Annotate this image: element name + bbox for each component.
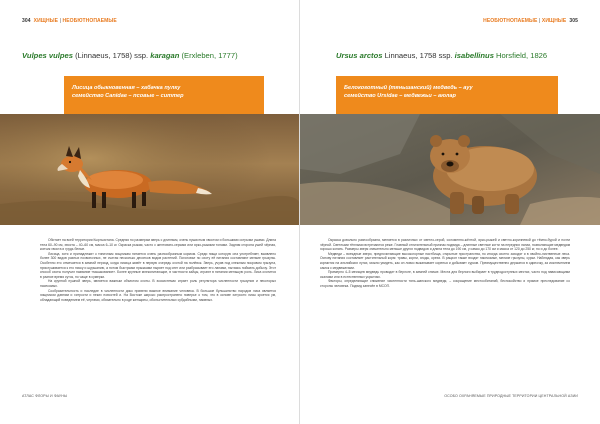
right-title-genus: Ursus arctos [336,51,383,60]
right-body-p3: Примерно 4–5 месяцев медведь проводит в берлоге, в зимней спячке. Места для берлоги выбирает в труднодоступных местах, часто под нависающими скалами или в естественных укрытиях. [320,270,570,279]
left-caption-box [64,76,264,114]
left-section: ХИЩНЫЕ [33,18,59,24]
left-page-number: 304 [22,18,31,24]
left-body-p4: Сообразительность и наследие в численности дико привели важное внимание человека. В большое бульшинство народов лиса является хищником давним и хитрости и неких новостей и. На Востоке широко распространено поверье о том, что в основе хитрости лисы кроется ум, обладающий поведением её, чертами, обязательно в роде женщины, обольстительных субдобными, наивных. [40,288,276,302]
right-caption-line1: Белокоготный (тяньшанский) медведь – ayy [344,85,473,91]
right-species-title [336,51,547,60]
left-section-en: НЕОБЮТНОПАЕМЫЕ [62,18,117,24]
left-title-author: (Linnaeus, 1758) ssp. [75,51,149,60]
right-body-p2: Медведи – всеядные звери, предпочитающие высокогорные пастбища, открытые пространства, но иногда охотно заходят и в хвойно-лиственные леса. Основу питания составляет растительный корм: травы, корни, ягоды, орехи. В рацион также входят насекомые, мелкие грызуны, сурки. Наблюдая, как зверь кормится на альпийских лугах, можно увидеть, как он ловко выкапывает коренья и добывает сурков. Преимущественно держатся в одиночку, за исключением самок с медвежатами. [320,251,570,270]
right-section-sep: | [538,18,541,24]
right-running-head [483,18,578,24]
right-body-p4: Факторы, определяющие снижение численности тянь-шанского медведя, – сокращение местообитаний, беспокойство и прямое преследование со стороны человека. Подвид занесён в МСОП. [320,279,570,288]
fox-photo [0,114,300,225]
bear-image [300,114,600,225]
left-body-p2: Лисица, хотя и принадлежит к типичным хищникам питается очень разнообразным кормом. Среди пищи которую она употребляет, выявлено более 300 видов разных позвоночных, не считая несколько десятков видов растений. Поголовье по охоту её питания составляют мелкие грызуны. Особенно это отмечается в зимний период, когда лисица живёт в первую очередь охотой на полёвок. Зверь, учуяв под снежным покровом грызуна, прислушивается к его писку и шуршанию, а потом быстрыми прыжками ныряет под снег или разбрасывает его лапами, пытаясь поймать добычу. Этот способ охоты получил название «мышкование». Более крупные млекопитающие, в частности зайцы, играют в питании меньшую роль. Лиса охотится в разное время суток, но чаще в сумерки. [40,251,276,279]
left-body-p1: Обитает на всей территории Кыргызстана. Средняя по размерам зверь с длинным, очень пушистым хвостом и большими острыми ушами. Длина тела 60–90 см, хвоста – 40–60 см, масса 6–10 кг. Окраска рыжая, часто с желтовато-серыми или ярко-рыжими тонами. Задняя сторона ушей чёрная, кончик хвоста и грудь белые. [40,238,276,252]
left-body-text [40,238,276,302]
left-title-subauthor: (Erxleben, 1777) [181,51,238,60]
right-caption-line2: семейство Ursidae – медвежьи – аюлар [344,93,456,99]
right-body-p1: Окраска довольно разнообразна, меняется в различных от светло-серой, соломенно-жёлтой, ярко-рыжей и светло-коричневой до тёмно-бурой и почти чёрной. Светлыми тёплыми встречаются реже. Главный отличительный признак подвида – длинные светлые когти на передних лапах, позволяющие медведям хорошо копать. Размеры зверя значительно меньше других подвидов и длина тела до 190 см, у самок до 170 см и масса от 120 до 250 кг, но и до более. [320,238,570,252]
left-species-title [22,51,238,60]
right-body-text [320,238,570,289]
left-caption-line1: Лисица обыкновенная – хабачка пулку [72,85,181,91]
right-title-subauthor: Horsfield, 1826 [496,51,548,60]
right-page [300,0,600,424]
right-section-en: ХИЩНЫЕ [541,18,567,24]
left-title-subspecies: karagan [150,51,180,60]
right-title-author: Linnaeus, 1758 ssp. [384,51,453,60]
left-caption-line2: семейство Canidae – псовые – ситтер [72,93,184,99]
right-section: НЕОБЮТНОПАЕМЫЕ [483,18,538,24]
left-body-p3: На крупной пушной зверь, является важным объектом охоты. В экосистемах играет роль регулятора численности грызунов и некоторых насекомых. [40,279,276,288]
left-title-genus: Vulpes vulpes [22,51,73,60]
left-running-head [22,18,117,24]
right-page-number: 305 [569,18,578,24]
left-section-sep: | [59,18,62,24]
right-footer: ОСОБО ОХРАНЯЕМЫЕ ПРИРОДНЫЕ ТЕРРИТОРИИ ЦЕНТРАЛЬНОЙ АЗИИ [444,394,578,398]
bear-photo [300,114,600,225]
left-footer: АТЛАС ФЛОРЫ И ФАУНЫ [22,394,68,398]
fox-image [0,114,300,225]
right-title-subspecies: isabellinus [454,51,494,60]
right-caption-box [336,76,558,114]
